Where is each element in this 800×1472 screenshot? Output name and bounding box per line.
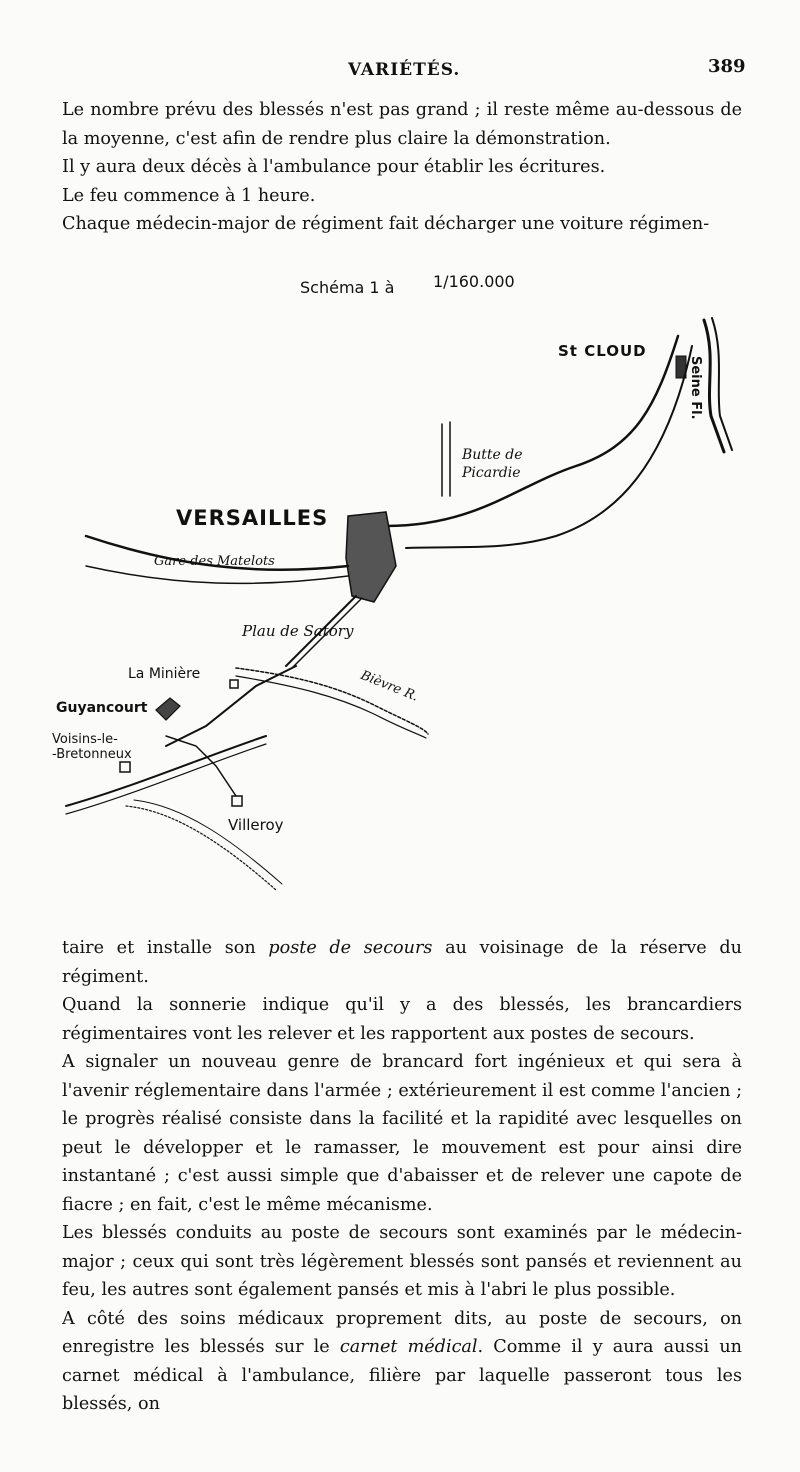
label-butte-line1: Butte de (462, 447, 523, 463)
map-drawing (56, 266, 760, 896)
text-run: taire et installe son (62, 938, 269, 958)
label-voisins-line2: -Bretonneux (52, 747, 132, 762)
body-text-bottom (62, 934, 742, 1419)
bievre-river (236, 668, 428, 734)
running-title: VARIÉTÉS. (348, 60, 461, 80)
paragraph (62, 1305, 742, 1419)
emphasis: carnet médical (339, 1337, 478, 1357)
map-figure (52, 266, 760, 896)
label-guyancourt: Guyancourt (56, 700, 148, 716)
voisins-marker (120, 762, 130, 772)
text-run: . Comme il y aura aussi un carnet médical à l'ambulance, filière par laquelle passeront tous les blessés, on (62, 1337, 743, 1414)
map-scale: 1/160.000 (433, 272, 515, 291)
paragraph: Quand la sonnerie indique qu'il y a des blessés, les brancardiers régimentaires vont les relever et les rapportent aux postes de secours. (62, 995, 742, 1044)
page-header (0, 56, 800, 90)
paragraph: Chaque médecin-major de régiment fait décharger une voiture régimen- (62, 214, 710, 234)
paragraph (62, 934, 742, 991)
label-seine: Seine Fl. (688, 356, 703, 420)
label-plateau: Plau de Satory (242, 622, 354, 640)
paragraph: Le feu commence à 1 heure. (62, 185, 316, 206)
label-butte-line2: Picardie (462, 465, 521, 481)
emphasis: poste de secours (268, 938, 433, 958)
versailles-block (346, 512, 396, 602)
label-gare: Gare des Matelots (154, 554, 275, 569)
la-miniere-marker (230, 680, 238, 688)
guyancourt-marker (156, 698, 180, 720)
label-la-miniere: La Minière (128, 666, 201, 682)
paragraph: Les blessés conduits au poste de secours sont examinés par le médecin-major ; ceux qui sont très légèrement blessés sont pansés et reviennent au feu, les autres sont également pansés et mis à l'abri le plus possible. (62, 1223, 742, 1300)
label-bievre: Bièvre R. (358, 668, 421, 705)
text-run: A côté des soins médicaux proprement dits, au poste de secours, on enregistre les blessés sur le (62, 1308, 742, 1357)
label-voisins (52, 732, 132, 762)
paragraph: Il y aura deux décès à l'ambulance pour établir les écritures. (62, 157, 606, 177)
map-title: Schéma 1 à (300, 278, 395, 297)
paragraph: Le nombre prévu des blessés n'est pas grand ; il reste même au-dessous de la moyenne, c'est afin de rendre plus claire la démonstration. (62, 100, 742, 149)
label-voisins-line1: Voisins-le- (52, 732, 118, 747)
body-text-top (62, 96, 742, 239)
villeroy-marker (232, 796, 242, 806)
page-number: 389 (708, 56, 746, 77)
paragraph: A signaler un nouveau genre de brancard fort ingénieux et qui sera à l'avenir réglementaire dans l'armée ; extérieurement il est comme l'ancien ; le progrès réalisé consiste dans la facilité et la rapidité avec lesquelles on peut le développer et le ramasser, le mouvement est pour ainsi dire instantané ; c'est aussi simple que d'abaisser et de relever une capote de fiacre ; en fait, c'est le même mécanisme. (62, 1052, 742, 1215)
label-st-cloud: St CLOUD (558, 342, 647, 360)
label-versailles: VERSAILLES (176, 506, 329, 530)
text-run: au voisinage de la réserve du régiment. (62, 938, 742, 987)
label-villeroy: Villeroy (228, 816, 284, 834)
label-butte (462, 446, 523, 482)
seine-river (704, 320, 724, 452)
road-st-cloud (386, 336, 678, 526)
